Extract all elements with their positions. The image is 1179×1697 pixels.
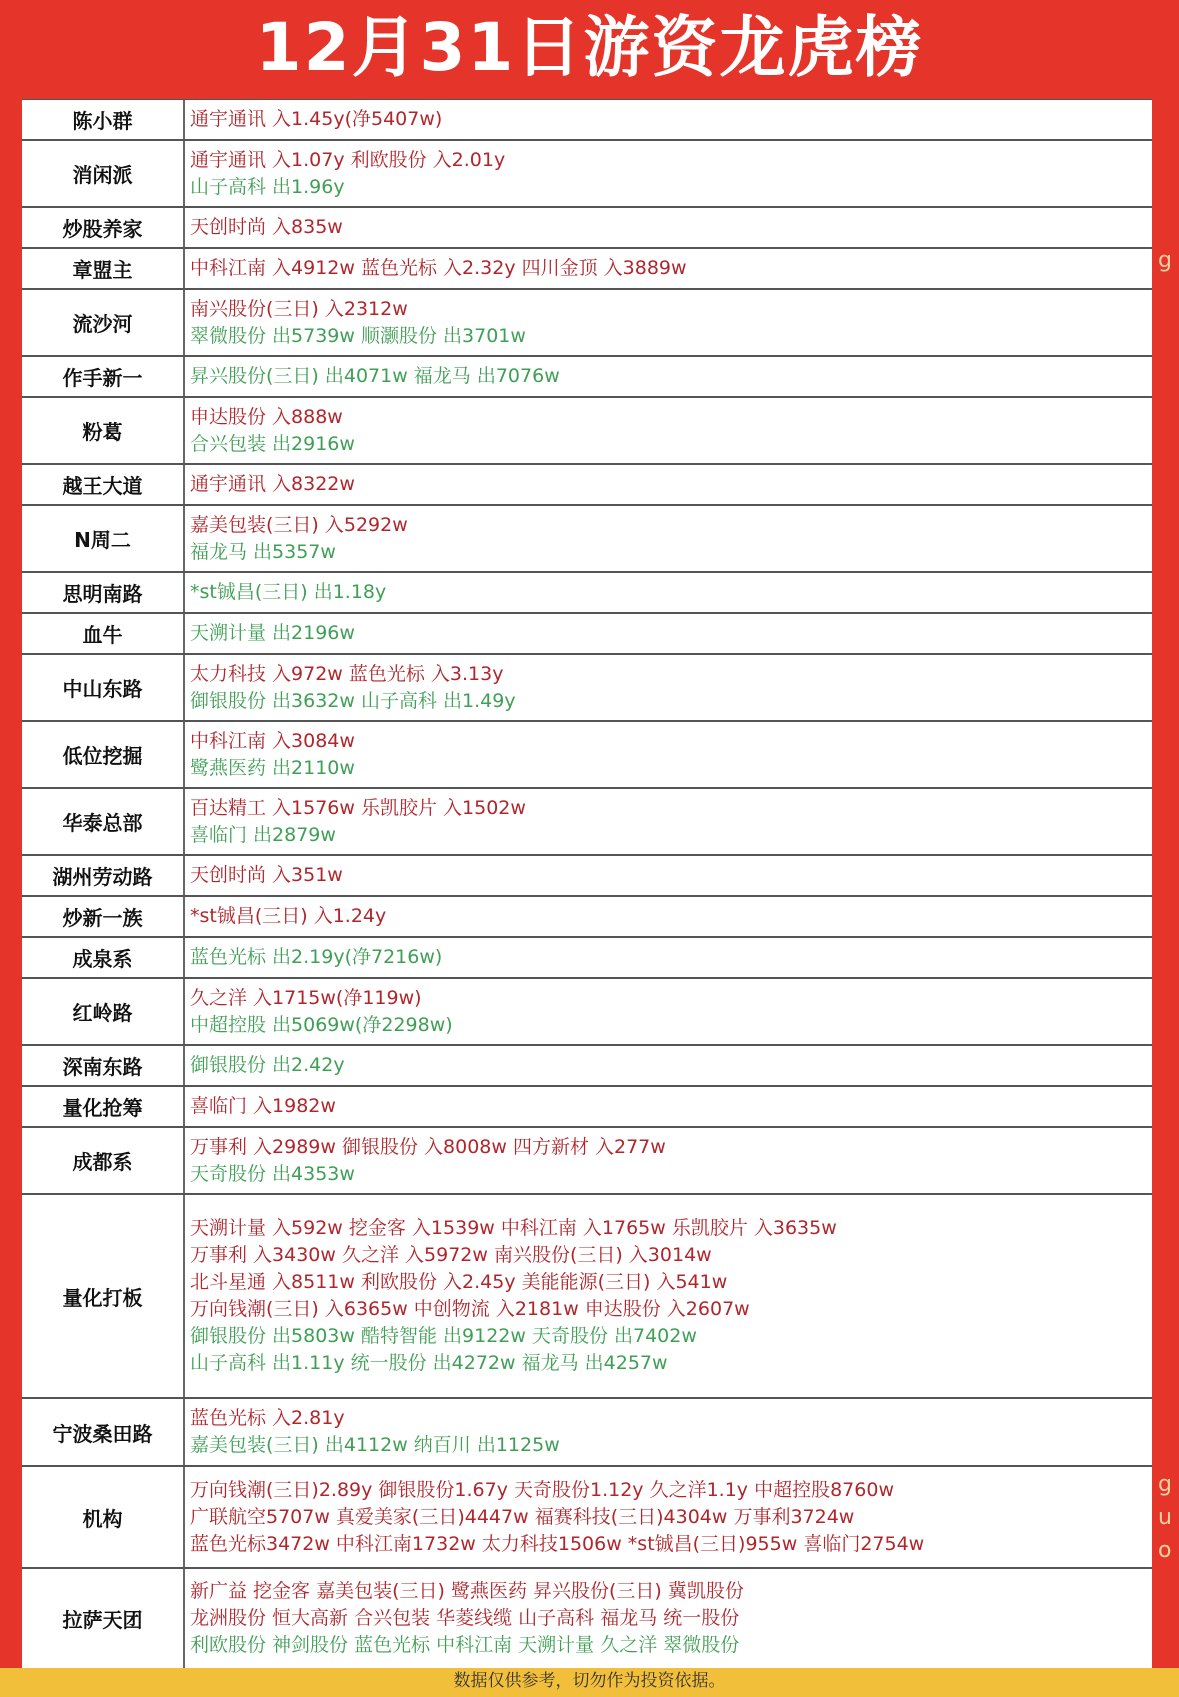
buy-line: 蓝色光标 入2.81y bbox=[190, 1407, 345, 1429]
table-row bbox=[22, 789, 1152, 856]
trader-name: 量化打板 bbox=[22, 1195, 185, 1397]
sell-line: 御银股份 出5803w 酷特智能 出9122w 天奇股份 出7402w bbox=[190, 1325, 697, 1347]
trader-name: 炒新一族 bbox=[22, 897, 185, 936]
sell-line: 合兴包装 出2916w bbox=[190, 432, 355, 455]
trade-details bbox=[185, 722, 1152, 787]
sell-line: 中超控股 出5069w(净2298w) bbox=[190, 1013, 453, 1036]
trade-details bbox=[185, 249, 1152, 288]
buy-line: 万向钱潮(三日) 入6365w 中创物流 入2181w 申达股份 入2607w bbox=[190, 1298, 750, 1320]
buy-line: 通宇通讯 入1.45y(净5407w) bbox=[190, 108, 443, 130]
table-row bbox=[22, 655, 1152, 722]
buy-line: 蓝色光标3472w 中科江南1732w 太力科技1506w *st铖昌(三日)955w 喜临门2754w bbox=[190, 1532, 925, 1555]
sell-line: 蓝色光标 出2.19y(净7216w) bbox=[190, 946, 443, 968]
trade-details bbox=[185, 1569, 1152, 1668]
sell-line: 福龙马 出5357w bbox=[190, 540, 336, 563]
trader-name: 陈小群 bbox=[22, 100, 185, 139]
buy-line: 新广益 挖金客 嘉美包装(三日) 鹭燕医药 昇兴股份(三日) 冀凯股份 bbox=[190, 1580, 744, 1602]
trader-name: 量化抢筹 bbox=[22, 1087, 185, 1126]
sell-line: 利欧股份 神剑股份 蓝色光标 中科江南 天溯计量 久之洋 翠微股份 bbox=[190, 1634, 740, 1656]
table-row bbox=[22, 100, 1152, 141]
table-row bbox=[22, 614, 1152, 655]
buy-line: 天溯计量 入592w 挖金客 入1539w 中科江南 入1765w 乐凯胶片 入3635w bbox=[190, 1217, 837, 1239]
trader-name: 华泰总部 bbox=[22, 789, 185, 854]
sell-line: *st铖昌(三日) 出1.18y bbox=[190, 581, 387, 603]
dragon-tiger-table bbox=[22, 99, 1152, 1670]
trader-name: 炒股养家 bbox=[22, 208, 185, 247]
sell-line: 天奇股份 出4353w bbox=[190, 1162, 355, 1185]
buy-line: 万事利 入3430w 久之洋 入5972w 南兴股份(三日) 入3014w bbox=[190, 1244, 712, 1266]
trade-details bbox=[185, 573, 1152, 612]
table-row bbox=[22, 465, 1152, 506]
trade-details bbox=[185, 979, 1152, 1044]
sell-line: 御银股份 出2.42y bbox=[190, 1054, 345, 1076]
buy-line: 太力科技 入972w 蓝色光标 入3.13y bbox=[190, 662, 504, 685]
trade-details bbox=[185, 655, 1152, 720]
buy-line: 万事利 入2989w 御银股份 入8008w 四方新材 入277w bbox=[190, 1135, 666, 1158]
trader-name: 低位挖掘 bbox=[22, 722, 185, 787]
trade-details bbox=[185, 614, 1152, 653]
trader-name: 血牛 bbox=[22, 614, 185, 653]
trader-name: 湖州劳动路 bbox=[22, 856, 185, 895]
table-row bbox=[22, 1128, 1152, 1195]
trade-details bbox=[185, 290, 1152, 355]
table-row bbox=[22, 722, 1152, 789]
trade-details bbox=[185, 1128, 1152, 1193]
side-mark: g bbox=[1158, 248, 1172, 273]
trader-name: 中山东路 bbox=[22, 655, 185, 720]
trader-name: 思明南路 bbox=[22, 573, 185, 612]
trade-details bbox=[185, 100, 1152, 139]
buy-line: 通宇通讯 入1.07y 利欧股份 入2.01y bbox=[190, 148, 506, 171]
trade-details bbox=[185, 897, 1152, 936]
table-row bbox=[22, 249, 1152, 290]
table-row bbox=[22, 856, 1152, 897]
trader-name: 宁波桑田路 bbox=[22, 1399, 185, 1465]
buy-line: 龙洲股份 恒大高新 合兴包装 华菱线缆 山子高科 福龙马 统一股份 bbox=[190, 1607, 740, 1629]
table-row bbox=[22, 573, 1152, 614]
buy-line: 申达股份 入888w bbox=[190, 405, 343, 428]
sell-line: 天溯计量 出2196w bbox=[190, 622, 355, 644]
trader-name: 作手新一 bbox=[22, 357, 185, 396]
trader-name: 机构 bbox=[22, 1467, 185, 1567]
table-row bbox=[22, 1569, 1152, 1670]
sell-line: 山子高科 出1.11y 统一股份 出4272w 福龙马 出4257w bbox=[190, 1352, 668, 1374]
trader-name: N周二 bbox=[22, 506, 185, 571]
trade-details bbox=[185, 938, 1152, 977]
sell-line: 嘉美包装(三日) 出4112w 纳百川 出1125w bbox=[190, 1434, 560, 1456]
table-row bbox=[22, 938, 1152, 979]
side-mark: o bbox=[1158, 1538, 1172, 1563]
sell-line: 翠微股份 出5739w 顺灏股份 出3701w bbox=[190, 324, 526, 347]
table-row bbox=[22, 1467, 1152, 1569]
trader-name: 成都系 bbox=[22, 1128, 185, 1193]
trade-details bbox=[185, 1087, 1152, 1126]
buy-line: 天创时尚 入351w bbox=[190, 864, 343, 886]
sell-line: 喜临门 出2879w bbox=[190, 823, 336, 846]
trade-details bbox=[185, 1467, 1152, 1567]
sell-line: 御银股份 出3632w 山子高科 出1.49y bbox=[190, 689, 516, 712]
buy-line: 久之洋 入1715w(净119w) bbox=[190, 986, 422, 1009]
disclaimer-footer: 数据仅供参考，切勿作为投资依据。 bbox=[0, 1668, 1179, 1697]
buy-line: *st铖昌(三日) 入1.24y bbox=[190, 905, 387, 927]
table-row bbox=[22, 208, 1152, 249]
table-row bbox=[22, 897, 1152, 938]
buy-line: 中科江南 入4912w 蓝色光标 入2.32y 四川金顶 入3889w bbox=[190, 257, 687, 279]
trade-details bbox=[185, 1399, 1152, 1465]
trade-details bbox=[185, 398, 1152, 463]
buy-line: 万向钱潮(三日)2.89y 御银股份1.67y 天奇股份1.12y 久之洋1.1y 中超控股8760w bbox=[190, 1478, 894, 1501]
buy-line: 喜临门 入1982w bbox=[190, 1095, 336, 1117]
table-row bbox=[22, 1399, 1152, 1467]
trade-details bbox=[185, 1046, 1152, 1085]
sell-line: 山子高科 出1.96y bbox=[190, 175, 345, 198]
table-row bbox=[22, 1087, 1152, 1128]
sell-line: 昇兴股份(三日) 出4071w 福龙马 出7076w bbox=[190, 365, 560, 387]
buy-line: 北斗星通 入8511w 利欧股份 入2.45y 美能能源(三日) 入541w bbox=[190, 1271, 728, 1293]
table-row bbox=[22, 1046, 1152, 1087]
trader-name: 深南东路 bbox=[22, 1046, 185, 1085]
side-mark: u bbox=[1158, 1505, 1172, 1530]
table-row bbox=[22, 398, 1152, 465]
trader-name: 红岭路 bbox=[22, 979, 185, 1044]
buy-line: 天创时尚 入835w bbox=[190, 216, 343, 238]
trader-name: 流沙河 bbox=[22, 290, 185, 355]
table-row bbox=[22, 979, 1152, 1046]
trade-details bbox=[185, 357, 1152, 396]
table-row bbox=[22, 506, 1152, 573]
table-row bbox=[22, 141, 1152, 208]
buy-line: 百达精工 入1576w 乐凯胶片 入1502w bbox=[190, 796, 526, 819]
buy-line: 南兴股份(三日) 入2312w bbox=[190, 297, 408, 320]
side-mark: g bbox=[1158, 1472, 1172, 1497]
trade-details bbox=[185, 1195, 1152, 1397]
trader-name: 消闲派 bbox=[22, 141, 185, 206]
sell-line: 鹭燕医药 出2110w bbox=[190, 756, 355, 779]
buy-line: 嘉美包装(三日) 入5292w bbox=[190, 513, 408, 536]
buy-line: 广联航空5707w 真爱美家(三日)4447w 福赛科技(三日)4304w 万事利3724w bbox=[190, 1505, 855, 1528]
trader-name: 成泉系 bbox=[22, 938, 185, 977]
page-title: 12月31日游资龙虎榜 bbox=[255, 9, 924, 86]
trader-name: 粉葛 bbox=[22, 398, 185, 463]
trade-details bbox=[185, 141, 1152, 206]
table-row bbox=[22, 357, 1152, 398]
trader-name: 章盟主 bbox=[22, 249, 185, 288]
trade-details bbox=[185, 506, 1152, 571]
table-row bbox=[22, 1195, 1152, 1399]
trade-details bbox=[185, 789, 1152, 854]
table-row bbox=[22, 290, 1152, 357]
trade-details bbox=[185, 856, 1152, 895]
buy-line: 通宇通讯 入8322w bbox=[190, 473, 355, 495]
trade-details bbox=[185, 208, 1152, 247]
trader-name: 越王大道 bbox=[22, 465, 185, 504]
trader-name: 拉萨天团 bbox=[22, 1569, 185, 1668]
buy-line: 中科江南 入3084w bbox=[190, 729, 355, 752]
trade-details bbox=[185, 465, 1152, 504]
